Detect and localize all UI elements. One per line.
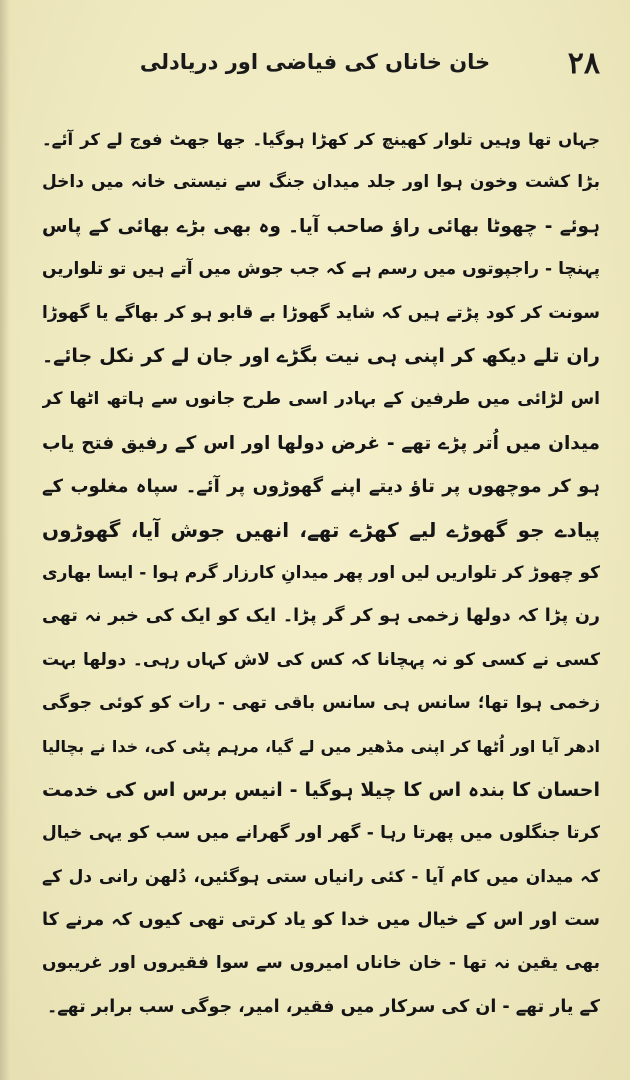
text-line: ران تلے دیکھ کر اپنی ہی نیت بگڑے اور جان لے کر نکل جائے۔ bbox=[42, 344, 600, 367]
text-line: پیادے جو گھوڑے لیے کھڑے تھے، انھیں جوش آیا، گھوڑوں bbox=[42, 517, 600, 542]
text-line: کے یار تھے - ان کی سرکار میں فقیر، امیر، جوگی سب برابر تھے۔ bbox=[47, 996, 600, 1017]
running-title: خان خاناں کی فیاضی اور دریادلی bbox=[139, 50, 491, 74]
text-line: ادھر آیا اور اُٹھا کر اپنی مڈھیر میں لے گیا، مرہم پٹی کی، خدا نے بچالیا bbox=[42, 737, 600, 757]
page-header bbox=[30, 44, 600, 88]
text-line: کرتا جنگلوں میں پھرتا رہا - گھر اور گھرانے میں سب کو یہی خیال bbox=[42, 823, 600, 844]
text-line: احسان کا بندہ اس کا چیلا ہوگیا - انیس برس اس کی خدمت bbox=[42, 778, 600, 801]
text-line: رن پڑا کہ دولھا زخمی ہو کر گر پڑا۔ ایک کو ایک کی خبر نہ تھی bbox=[42, 606, 600, 627]
text-line: سونت کر کود پڑتے ہیں کہ شاید گھوڑا بے قابو ہو کر بھاگے یا گھوڑا bbox=[42, 302, 600, 323]
text-line: ست اور اس کے خیال میں خدا کو یاد کرتی تھی کیوں کہ مرنے کا bbox=[42, 910, 600, 931]
text-line: اس لڑائی میں طرفین کے بہادر اسی طرح جانوں سے ہاتھ اٹھا کر bbox=[42, 389, 600, 410]
text-line: ہو کر موچھوں پر تاؤ دیتے اپنے گھوڑوں پر آئے۔ سپاہ مغلوب کے bbox=[42, 476, 600, 498]
text-line: پہنچا - راجپوتوں میں رسم ہے کہ جب جوش میں آتے ہیں تو تلواریں bbox=[42, 259, 600, 280]
text-line: بھی یقین نہ تھا - خان خاناں امیروں سے سوا فقیروں اور غریبوں bbox=[42, 953, 600, 974]
text-line: کہ میدان میں کام آیا - کئی رانیاں ستی ہوگئیں، دُلھن رانی دل کے bbox=[42, 866, 600, 887]
text-line: میدان میں اُتر پڑے تھے - غرض دولھا اور اس کے رفیق فتح یاب bbox=[42, 432, 600, 454]
page-number: ۲۸ bbox=[567, 46, 600, 81]
spine-shadow bbox=[0, 0, 10, 1080]
text-line: کسی نے کسی کو نہ پہچانا کہ کس کی لاش کہاں رہی۔ دولھا بہت bbox=[42, 649, 600, 670]
text-line: جہاں تھا وہیں تلوار کھینچ کر کھڑا ہوگیا۔ جھا جھٹ فوج لے کر آئے۔ bbox=[42, 130, 600, 149]
text-line: ہوئے - چھوٹا بھائی راؤ صاحب آیا۔ وہ بھی بڑے بھائی کے پاس bbox=[42, 215, 600, 237]
text-line: بڑا کشت وخون ہوا اور جلد میدان جنگ سے نیستی خانہ میں داخل bbox=[42, 172, 600, 193]
text-line: زخمی ہوا تھا؛ سانس ہی سانس باقی تھی - رات کو کوئی جوگی bbox=[42, 693, 600, 714]
body-text bbox=[42, 118, 600, 1029]
text-line: کو چھوڑ کر تلواریں لیں اور پھر میدانِ کارزار گرم ہوا - ایسا بھاری bbox=[42, 562, 600, 583]
